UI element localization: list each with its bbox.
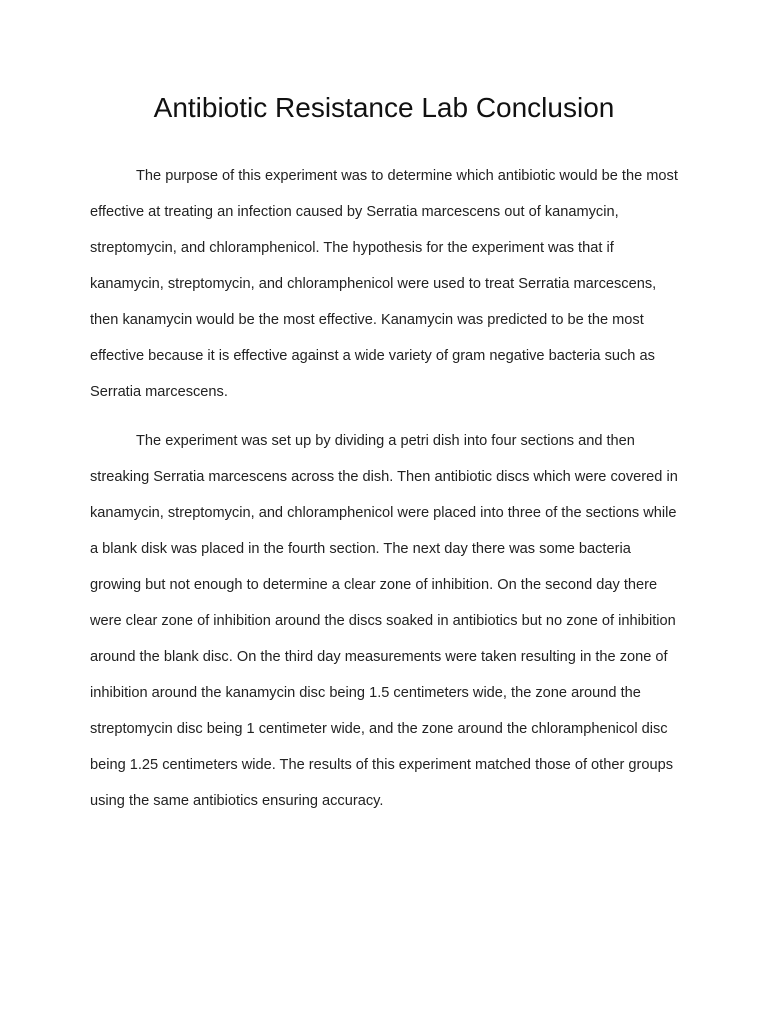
paragraph-purpose: The purpose of this experiment was to determine which antibiotic would be the most effective at treating an infection caused by Serratia marcescens out of kanamycin, streptomycin, and chloramphenicol. The hypothesis for the experiment was that if kanamycin, streptomycin, and chloramphenicol were used to treat Serratia marcescens, then kanamycin would be the most effective. Kanamycin was predicted to be the most effective because it is effective against a wide variety of gram negative bacteria such as Serratia marcescens. [90,168,678,400]
paragraph-procedure: The experiment was set up by dividing a petri dish into four sections and then streaking Serratia marcescens across the dish. Then antibiotic discs which were covered in kanamycin, streptomycin, and chloramphenicol were placed into three of the sections while a blank disk was placed in the fourth section. The next day there was some bacteria growing but not enough to determine a clear zone of inhibition. On the second day there were clear zone of inhibition around the discs soaked in antibiotics but no zone of inhibition around the blank disc. On the third day measurements were taken resulting in the zone of inhibition around the kanamycin disc being 1.5 centimeters wide, the zone around the streptomycin disc being 1 centimeter wide, and the zone around the chloramphenicol disc being 1.25 centimeters wide. The results of this experiment matched those of other groups using the same antibiotics ensuring accuracy. [90,433,678,809]
document-title: Antibiotic Resistance Lab Conclusion [153,92,615,123]
